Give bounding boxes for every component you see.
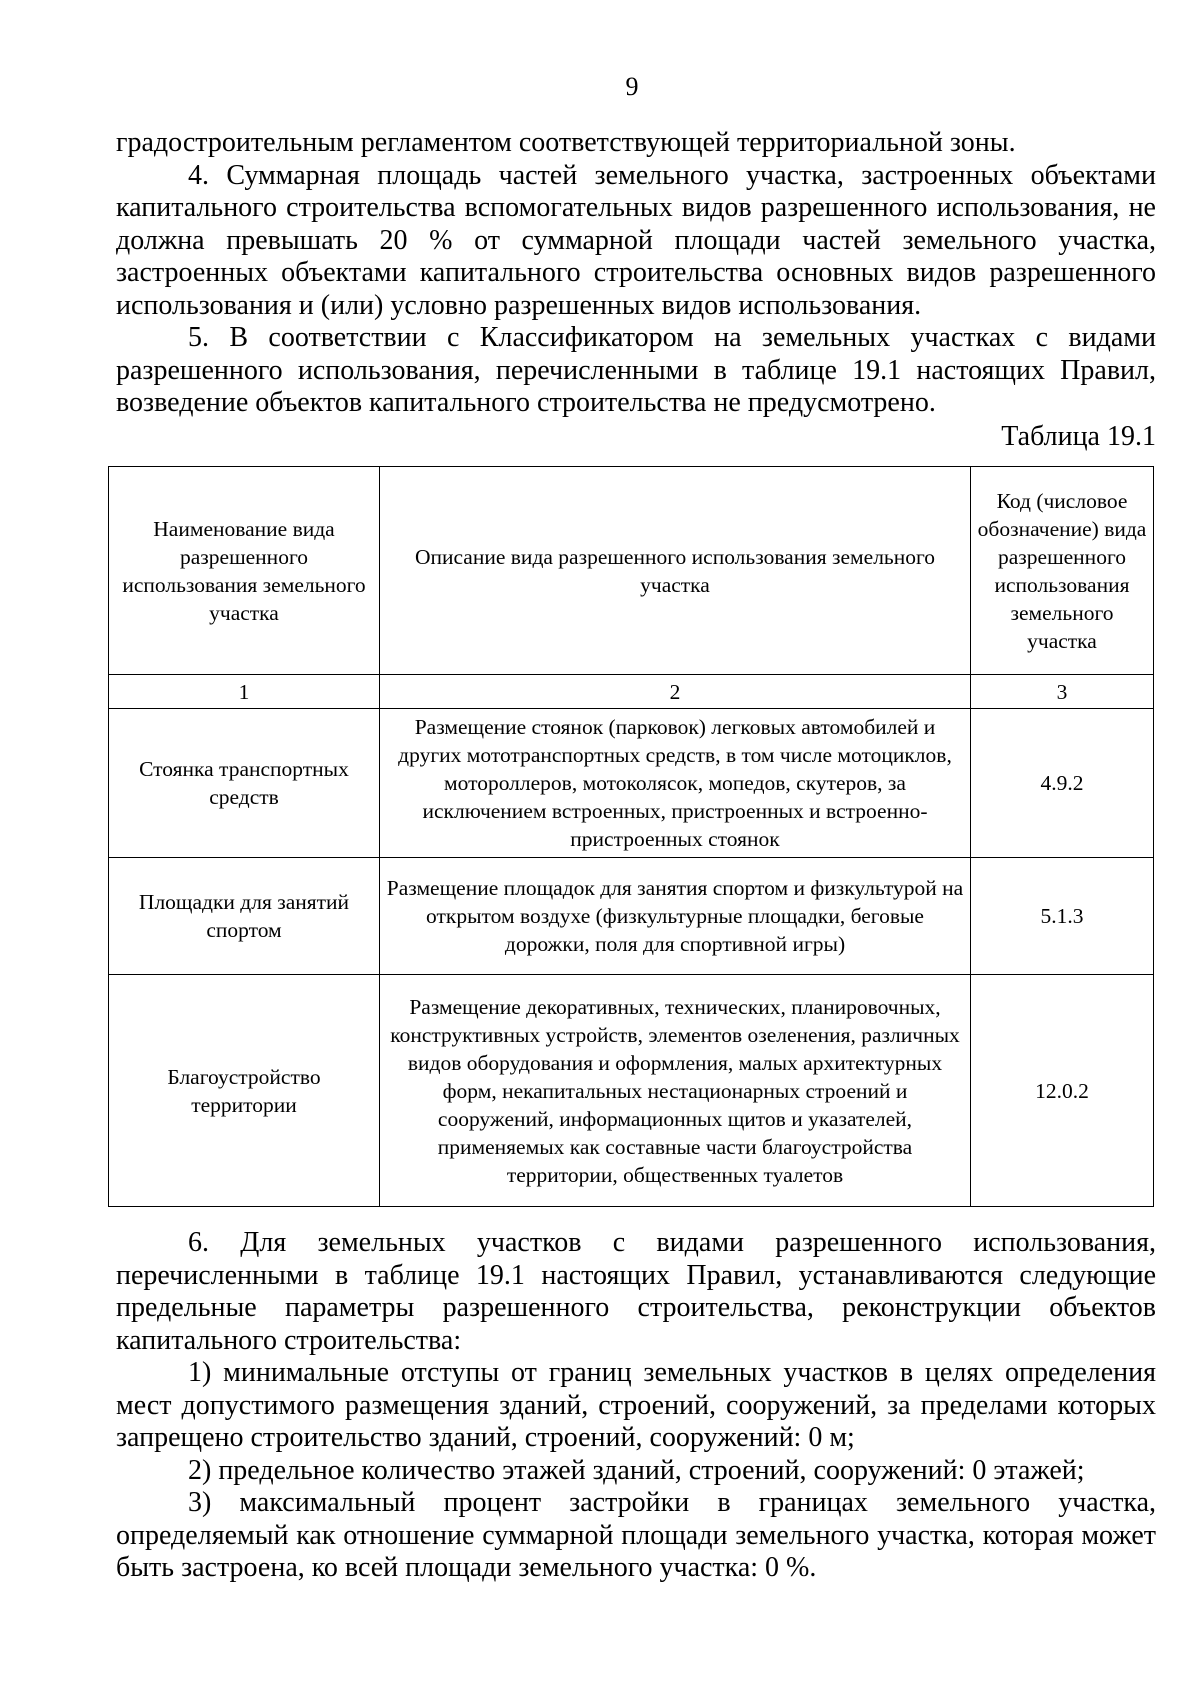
paragraph-6: 6. Для земельных участков с видами разрешенного использования, перечисленными в таблице 19.1 настоящих Правил, устанавливаются следующие предельные параметры разрешенного строительства, реконструкции объектов капитального строительства: <box>116 1227 1156 1356</box>
use-name-cell: Стоянка транспортных средств <box>109 709 380 858</box>
use-code-cell: 5.1.3 <box>971 858 1154 975</box>
use-name-cell: Благоустройство территории <box>109 975 380 1207</box>
use-name-cell: Площадки для занятий спортом <box>109 858 380 975</box>
use-code-cell: 12.0.2 <box>971 975 1154 1207</box>
use-code-cell: 4.9.2 <box>971 709 1154 858</box>
use-description-cell: Размещение стоянок (парковок) легковых автомобилей и других мототранспортных средств, в том числе мотоциклов, мотороллеров, мотоколясок, мопедов, скутеров, за исключением встроенных, пристроенных и встроенно-пристроенных стоянок <box>380 709 971 858</box>
column-number: 1 <box>109 675 380 709</box>
list-item-3: 3) максимальный процент застройки в границах земельного участка, определяемый как отношение суммарной площади земельного участка, которая может быть застроена, ко всей площади земельного участка: 0 %. <box>116 1487 1156 1583</box>
list-item-1: 1) минимальные отступы от границ земельных участков в целях определения мест допустимого размещения зданий, строений, сооружений, за пределами которых запрещено строительство зданий, строений, сооружений: 0 м; <box>116 1357 1156 1453</box>
paragraph-continuation: градостроительным регламентом соответствующей территориальной зоны. <box>116 127 1016 158</box>
use-description-cell: Размещение площадок для занятия спортом и физкультурой на открытом воздухе (физкультурные площадки, беговые дорожки, поля для спортивной игры) <box>380 858 971 975</box>
header-cell-name: Наименование вида разрешенного использования земельного участка <box>109 467 380 675</box>
header-cell-code: Код (числовое обозначение) вида разрешенного использования земельного участка <box>971 467 1154 675</box>
land-use-table <box>108 466 1154 1207</box>
list-item-2: 2) предельное количество этажей зданий, строений, сооружений: 0 этажей; <box>188 1454 1085 1486</box>
column-number: 3 <box>971 675 1154 709</box>
top-text-block <box>116 127 1156 420</box>
header-cell-description: Описание вида разрешенного использования земельного участка <box>380 467 971 675</box>
bottom-text-block <box>116 1227 1156 1585</box>
paragraph-4: 4. Суммарная площадь частей земельного участка, застроенных объектами капитального строительства вспомогательных видов разрешенного использования, не должна превышать 20 % от суммарной площади частей земельного участка, застроенных объектами капитального строительства основных видов разрешенного использования и (или) условно разрешенных видов использования. <box>116 159 1156 321</box>
column-number: 2 <box>380 675 971 709</box>
table-row <box>109 709 1154 858</box>
table-caption: Таблица 19.1 <box>1001 421 1156 452</box>
table-row <box>109 858 1154 975</box>
paragraph-5: 5. В соответствии с Классификатором на земельных участках с видами разрешенного использования, перечисленными в таблице 19.1 настоящих Правил, возведение объектов капитального строительства не предусмотрено. <box>116 322 1156 418</box>
table-header-row <box>109 467 1154 675</box>
use-description-cell: Размещение декоративных, технических, планировочных, конструктивных устройств, элементов озеленения, различных видов оборудования и оформления, малых архитектурных форм, некапитальных нестационарных строений и сооружений, информационных щитов и указателей, применяемых как составные части благоустройства территории, общественных туалетов <box>380 975 971 1207</box>
table-row <box>109 975 1154 1207</box>
page-number: 9 <box>625 72 639 101</box>
column-number-row <box>109 675 1154 709</box>
